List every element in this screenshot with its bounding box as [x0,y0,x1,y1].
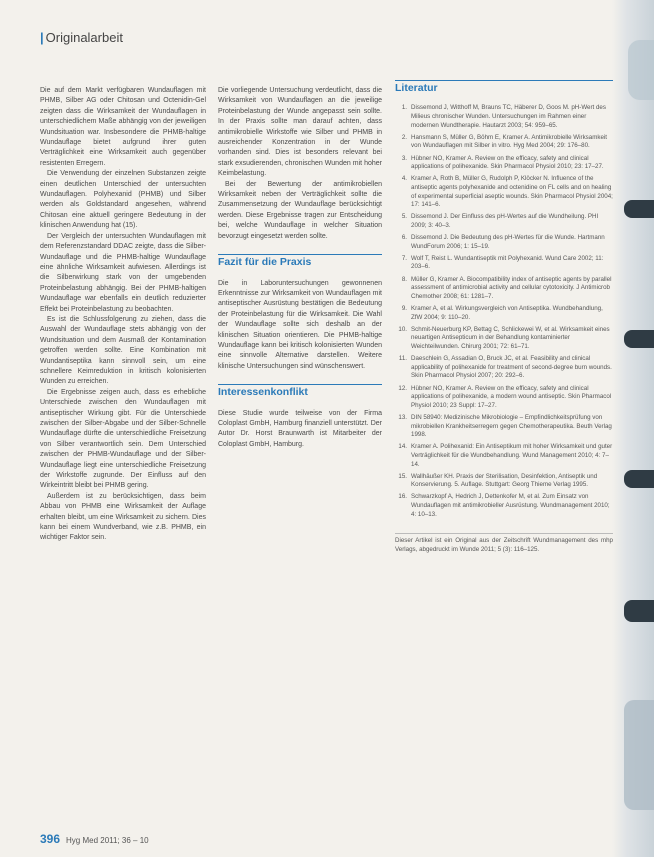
section-title: Originalarbeit [45,30,123,45]
heading-rule [218,254,382,255]
conflict-heading [218,384,382,400]
reference-number: 9. [401,305,407,313]
paragraph: Es ist die Schlussfolgerung zu ziehen, dass die Auswahl der Wundauflage stets abhängig von der Wundsituation und dem Ausmaß der Kontamination getroffen werden sollte. Eine Kombination mit Wundantiseptika kann sinnvoll sein, um eine schnellere Keimreduktion in kritisch kolonisierten Wunden zu erreichen. [40,315,206,386]
conflict-heading-text: Interessenkonflikt [218,386,308,399]
heading-rule [218,384,382,385]
reference-text: Schmit-Neuerburg KP, Bettag C, Schlickewei W, et al. Wirksamkeit eines neuartigen Antisepticum in der Behandlung kontaminierter Weichteilwunden. Chirurg 2001; 72: 61–71. [411,325,610,350]
reference-text: Dissemond J. Der Einfluss des pH-Wertes auf die Wundheilung. PHI 2009; 3: 40–3. [411,213,599,229]
reference-number: 6. [401,234,407,242]
reference-number: 12. [398,384,407,392]
practice-heading [218,254,382,270]
reference-text: Schwarzkopf A, Hedrich J, Dettenkofer M, et al. Zum Einsatz von Wundauflagen mit antimikrobieller Ausrüstung. Wundmanagement 2010; 4: 10–13. [411,493,610,518]
paragraph: Die Ergebnisse zeigen auch, dass es erhebliche Unterschiede zwischen den Wundauflagen mit antiseptischer Wirkung gibt. Für die Unterschiede zwischen der Silber-Abgabe und der Silber-Schnelle Wundauflage dürfte die unterschiedliche Freisetzung von Silber verantwortlich sein. Dem Unterschied zwischen der PHMB-Wundauflage und der Silber-Wundauflage liegt eine unterschiedliche Freisetzung der Wirkstoffe zugrunde. Der Einfluss auf den Wirkeintritt bleibt bei PHMB gering. [40,388,206,490]
conflict-text: Diese Studie wurde teilweise von der Firma Coloplast GmbH, Hamburg finanziell unterstützt. Der Autor Dr. Horst Braunwarth ist Mitarbeiter der Coloplast GmbH, Hamburg. [218,409,382,448]
reference-item [395,104,613,130]
reference-item [395,276,613,302]
reference-text: Hübner NO, Kramer A. Review on the efficacy, safety and clinical applications of polihexanide. Skin Pharmacol Physiol 2010; 23: 17–27. [411,154,604,171]
paragraph: Die Verwendung der einzelnen Substanzen zeigte einen deutlichen Unterschied der untersuchten Wundauflagen. Polyhexanid (PHMB) und Silber werden als Goldstandard angesehen, während Chitosan eine aktuell geringere Bedeutung in der klinischen Anwendung hat (15). [40,170,206,230]
reference-text: Daeschlein G, Assadian O, Bruck JC, et al. Feasibility and clinical applicability of polihexanide for treatment of second-degree burn wounds. Skin Pharmacol Physiol 2007; 20: 292–6. [411,355,612,380]
reference-text: Wallhäußer KH. Praxis der Sterilisation, Desinfektion, Antiseptik und Konservierung. 5. Auflage. Stuttgart: Georg Thieme Verlag 1995. [411,472,598,489]
reference-number: 15. [398,472,407,480]
reference-text: Kramer A, Roth B, Müller G, Rudolph P, Klöcker N. Influence of the antiseptic agents polyhexanide and octenidine on FL cells and on healing of experimental superficial aseptic wounds. Skin Pharmacol Physiol 2004; 17: 141–6. [411,175,613,209]
reference-number: 1. [401,104,407,112]
reference-number: 3. [401,154,407,162]
paragraph: Die vorliegende Untersuchung verdeutlicht, dass die Wirksamkeit von Wundauflagen an die jeweilige Proteinbelastung der Wunde angepasst sein sollte. In der Praxis sollte man darauf achten, dass antimikrobielle Wirkstoffe wie Silber und PHMB in ausreichender Konzentration in der Wunde vorhanden sind. Dies ist besonders relevant bei stark exsudierenden, chronischen Wunden mit hoher Keimbelastung. [218,87,382,178]
reference-item [395,385,613,411]
reference-text: Dissemond J, Witthoff M, Brauns TC, Häberer D, Goos M. pH-Wert des Milieus chronischer Wunden. Untersuchungen im Rahmen einer modernen Wundtherapie. Hautarzt 2003; 54: 959–65. [411,104,606,129]
reference-list [395,104,613,519]
heading-rule [395,80,613,81]
reference-item [395,443,613,469]
text-column-2 [218,86,382,450]
reference-number: 4. [401,175,407,183]
reference-text: Hübner NO, Kramer A. Review on the efficacy, safety and clinical applications of polihexanide, a modern wound antiseptic. Skin Pharmacol Physiol 2010; 23 Suppl: 17–27. [411,384,612,409]
reference-number: 16. [398,493,407,501]
section-header [40,30,123,45]
reference-item [395,414,613,440]
literature-column [395,80,613,554]
adjacent-page-edge [612,0,654,857]
reference-number: 13. [398,413,407,421]
reference-number: 10. [398,325,407,333]
reference-number: 5. [401,213,407,221]
source-note: Dieser Artikel ist ein Original aus der Zeitschrift Wundmanagement des mhp Verlags, abgedruckt im Wunde 2011; 5 (3): 116–125. [395,533,613,554]
reference-number: 8. [401,275,407,283]
reference-text: Müller G, Kramer A. Biocompatibility index of antiseptic agents by parallel assessment of antimicrobial activity and cellular cytotoxicity. J Antimicrob Chemother 2008; 61: 1281–7. [411,275,612,300]
reference-text: Wolf T, Reist L. Wundantiseptik mit Polyhexanid. Wund Care 2002; 11: 203–6. [411,254,604,271]
text-column-1 [40,86,206,544]
paragraph: Außerdem ist zu berücksichtigen, dass beim Abbau von PHMB eine Wirksamkeit der Auflage erhalten bleibt, um eine Wirksamkeit zu sichern. Dies kann bei einem Wundverband, wie z.B. PHMB, ein wichtiger Faktor sein. [40,492,206,542]
reference-number: 14. [398,443,407,451]
literature-heading-text: Literatur [395,82,438,94]
page-footer [40,832,149,846]
journal-citation: Hyg Med 2011; 36 – 10 [66,836,149,845]
reference-number: 11. [398,355,407,363]
reference-item [395,473,613,490]
reference-text: Hansmann S, Müller G, Böhm E, Kramer A. Antimikrobielle Wirksamkeit von Wundauflagen mit Silber in vitro. Hyg Med 2004; 29: 176–80. [411,133,607,150]
practice-heading-text: Fazit für die Praxis [218,256,312,269]
header-bar: | [40,30,44,45]
reference-item [395,234,613,251]
reference-item [395,134,613,151]
reference-item [395,155,613,172]
reference-item [395,305,613,322]
literature-heading [395,80,613,96]
reference-number: 2. [401,133,407,141]
reference-text: Dissemond J. Die Bedeutung des pH-Wertes für die Wunde. Hartmann WundForum 2006; 1: 15–19. [411,234,605,250]
reference-number: 7. [401,254,407,262]
paragraph: Der Vergleich der untersuchten Wundauflagen mit dem Referenzstandard DDAC zeigte, dass die Silber-Wundauflage und die PHMB-haltige Wundauflage eine ähnliche Wirksamkeit aufwiesen. Allerdings ist die Silberwirkung stark von der umgebenden Proteinbelastung abhängig. Bei der PHMB-haltigen Wundauflage war ebenfalls ein deutlich reduzierter Effekt bei Proteinbelastung zu beobachten. [40,232,206,313]
reference-item [395,255,613,272]
reference-item [395,175,613,209]
reference-text: Kramer A, et al. Wirkungsvergleich von Antiseptika. Wundbehandlung, ZfW 2004; 9: 110–20. [411,305,603,321]
page-number: 396 [40,832,61,846]
reference-item [395,213,613,230]
reference-text: Kramer A. Polihexanid: Ein Antiseptikum mit hoher Wirksamkeit und guter Verträglichkeit für die Wundbehandlung. Wund Management 2010; 4: 7–14. [411,443,613,468]
practice-text: Die in Laboruntersuchungen gewonnenen Erkenntnisse zur Wirksamkeit von Wundauflagen mit antiseptischer Ausrüstung bestätigen die Bedeutung der Proteinbelastung für die Wirksamkeit. Die Wahl der Wundauflage sollte sich deshalb an der klinischen Situation orientieren. Die PHMB-haltige Wundauflage kann bei kritisch kolonisierten Wunden eine sinnvolle Alternative darstellen. Weitere klinische Untersuchungen sind wünschenswert. [218,279,382,370]
reference-item [395,326,613,352]
paragraph: Die auf dem Markt verfügbaren Wundauflagen mit PHMB, Silber AG oder Chitosan und Octenidin-Gel zeigten dass die Wirksamkeit der Wundauflagen in unterschiedlichem Maße abhängig von der jeweiligen Wundsituation war. Insbesondere die PHMB-haltige Wundauflage bietet aufgrund ihrer guten Verträglichkeit eine Wirksamkeit auch gegenüber resistenten Erregern. [40,87,206,167]
paragraph: Bei der Bewertung der antimikrobiellen Wirksamkeit neben der Verträglichkeit sollte die Zusammensetzung der Wundauflage berücksichtigt werden. Diese Ergebnisse tragen zur Entscheidung bei, welche Wundauflage in welcher Situation bevorzugt eingesetzt werden sollte. [218,180,382,240]
reference-item [395,355,613,381]
reference-item [395,493,613,519]
reference-text: DIN 58940: Medizinische Mikrobiologie – Empfindlichkeitsprüfung von mikrobiellen Krankheitserregern gegen Chemotherapeutika. Beuth Verlag 1998. [411,413,612,439]
